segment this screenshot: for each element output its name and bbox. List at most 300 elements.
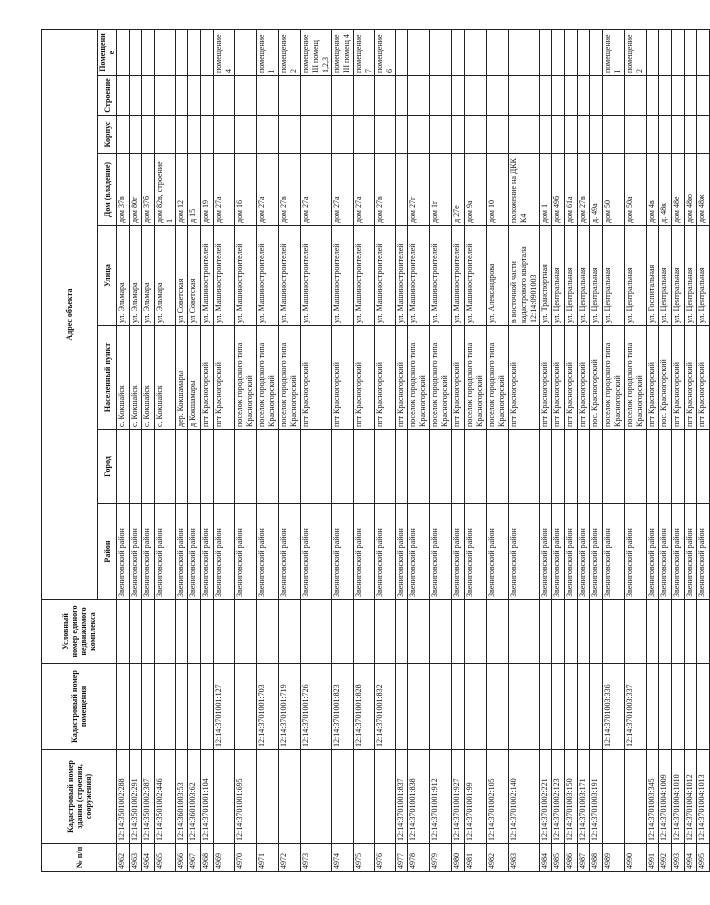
table-row [539,30,552,872]
cell-stroenie [234,76,256,116]
table-row [486,30,508,872]
cell-room [234,30,256,76]
cell-korpus [590,116,603,154]
cell-stroenie [395,76,408,116]
cell-complex [175,600,188,664]
table-row [234,30,256,872]
cell-district: Звениговский район [154,504,175,600]
table-row [590,30,603,872]
cell-korpus [452,116,465,154]
cell-stroenie [659,76,672,116]
cell-room [539,30,552,76]
cell-korpus [213,116,234,154]
cell-complex [486,600,508,664]
cell-num: 4994 [684,844,697,872]
cell-complex [577,600,590,664]
cell-city [697,430,710,504]
cell-room-cadastral [408,664,430,750]
cell-locality: поселок городского типа Красногорский [278,326,300,430]
cell-room [671,30,684,76]
cell-korpus [129,116,142,154]
cell-building-cadastral: 12:14:3701001:912 [430,750,452,844]
table-row [374,30,395,872]
cell-room-cadastral [142,664,155,750]
cell-house: дом 4в [646,154,659,226]
cell-stroenie [564,76,577,116]
cell-complex [395,600,408,664]
cell-locality: пгт Красногорский [395,326,408,430]
cell-locality: дер. Кокшамары [175,326,188,430]
cell-room-cadastral: 12:14:3701001:726 [300,664,331,750]
cell-room [552,30,565,76]
cell-street: ул. Машиностроителей [256,226,278,326]
header-city: Город [98,430,117,504]
cell-complex [671,600,684,664]
cell-num: 4993 [671,844,684,872]
header-num: № п/п [42,844,117,872]
cell-district: Звениговский район [300,504,331,600]
cell-room-cadastral [508,664,539,750]
cell-building-cadastral: 12:14:3601003:62 [188,750,201,844]
cell-locality: поселок городского типа Красногорский [602,326,624,430]
header-room: Помещение [98,30,117,76]
cell-street: ул. Центральная [602,226,624,326]
cell-district: Звениговский район [671,504,684,600]
cell-stroenie [256,76,278,116]
cell-district: Звениговский район [684,504,697,600]
cell-city [659,430,672,504]
cell-district: Звениговский район [624,504,646,600]
cell-stroenie [602,76,624,116]
header-building-cadastral: Кадастровый номер здания (строения, сооружения) [42,750,117,844]
cell-city [590,430,603,504]
cell-room [697,30,710,76]
cell-building-cadastral [602,750,624,844]
cell-district: Звениговский район [374,504,395,600]
cell-district: Звениговский район [331,504,353,600]
cell-complex [430,600,452,664]
cell-room-cadastral [671,664,684,750]
cell-street: ул. Машиностроителей [353,226,374,326]
cell-room-cadastral [430,664,452,750]
cell-num: 4976 [374,844,395,872]
cell-locality: пгт Красногорский [697,326,710,430]
cell-house: дом 80г [129,154,142,226]
table-row [129,30,142,872]
cell-building-cadastral: 12:14:3701003:191 [590,750,603,844]
cell-korpus [395,116,408,154]
cell-complex [300,600,331,664]
cell-stroenie [175,76,188,116]
cell-room [508,30,539,76]
header-district: Район [98,504,117,600]
cell-room [646,30,659,76]
cell-locality: с. Кокшайск [117,326,130,430]
cell-room-cadastral: 12:14:3701001:823 [331,664,353,750]
cell-street: ул. Центральная [552,226,565,326]
table-row [200,30,213,872]
cell-street: ул. Центральная [577,226,590,326]
cell-room: помещение 6 [374,30,395,76]
cell-locality: пгт Красногорский [452,326,465,430]
cell-house: дом 48ю [684,154,697,226]
cell-korpus [671,116,684,154]
cell-num: 4970 [234,844,256,872]
cell-korpus [577,116,590,154]
cell-korpus [175,116,188,154]
cell-house: дом 9а [464,154,486,226]
cell-city [486,430,508,504]
header-address-group: Адрес объекта [42,30,98,600]
cell-house: дом 61а [564,154,577,226]
cell-city [684,430,697,504]
cell-locality: поселок городского типа Красногорский [234,326,256,430]
cell-room [175,30,188,76]
cell-street: ул. Центральная [624,226,646,326]
cell-korpus [508,116,539,154]
cell-street: ул. Машиностроителей [395,226,408,326]
cell-street: ул. Машиностроителей [452,226,465,326]
cell-house: дом 48е [671,154,684,226]
cell-district: Звениговский район [590,504,603,600]
cell-complex [590,600,603,664]
table-row [331,30,353,872]
cell-district: Звениговский район [659,504,672,600]
cell-stroenie [577,76,590,116]
cell-room [408,30,430,76]
cell-locality: с. Кокшайск [154,326,175,430]
cell-room-cadastral [684,664,697,750]
cell-locality: пгт Красногорский [646,326,659,430]
table-row [408,30,430,872]
cell-room-cadastral: 12:14:3701001:828 [353,664,374,750]
cell-locality: пгт Красногорский [671,326,684,430]
cell-stroenie [624,76,646,116]
cell-district: Звениговский район [564,504,577,600]
cell-num: 4983 [508,844,539,872]
cell-city [256,430,278,504]
cell-korpus [697,116,710,154]
cell-building-cadastral: 12:14:3701004:1009 [659,750,672,844]
table-row [452,30,465,872]
cell-district: Звениговский район [539,504,552,600]
cell-city [564,430,577,504]
cell-building-cadastral [374,750,395,844]
table-row [256,30,278,872]
cell-district: Звениговский район [452,504,465,600]
cell-num: 4966 [175,844,188,872]
cell-stroenie [154,76,175,116]
cell-num: 4985 [552,844,565,872]
cell-complex [129,600,142,664]
cell-complex [331,600,353,664]
cell-room [564,30,577,76]
cell-city [154,430,175,504]
cell-street: ул. Эльмара [142,226,155,326]
table-row [602,30,624,872]
cell-room [486,30,508,76]
cell-house: дом 49б [552,154,565,226]
cell-room [129,30,142,76]
table-row [697,30,710,872]
cell-room: помещение III помещ 1,2,3 [300,30,331,76]
cell-house: дом 27в [577,154,590,226]
cell-stroenie [697,76,710,116]
cell-house: дом 19 [200,154,213,226]
cell-district: Звениговский район [486,504,508,600]
cell-locality: пгт Красногорский [353,326,374,430]
cell-korpus [646,116,659,154]
cell-complex [659,600,672,664]
cell-korpus [278,116,300,154]
cell-street: ул. Центральная [684,226,697,326]
cell-num: 4981 [464,844,486,872]
cell-num: 4987 [577,844,590,872]
cell-city [213,430,234,504]
cell-district: Звениговский район [395,504,408,600]
cell-num: 4989 [602,844,624,872]
cell-street: ул. Центральная [590,226,603,326]
cell-stroenie [464,76,486,116]
cell-house: д. 49а [590,154,603,226]
cell-district: Звениговский район [188,504,201,600]
cell-building-cadastral: 12:14:3701001:104 [200,750,213,844]
cell-building-cadastral: 12:14:3701001:99 [464,750,486,844]
cell-stroenie [671,76,684,116]
cell-building-cadastral [278,750,300,844]
cell-num: 4990 [624,844,646,872]
cell-locality: д Кокшамары [188,326,201,430]
cell-room-cadastral [188,664,201,750]
cell-room [117,30,130,76]
cell-building-cadastral: 12:14:3701001:838 [408,750,430,844]
cell-house: дом 82в, строение 1 [154,154,175,226]
cell-num: 4978 [408,844,430,872]
table-row [508,30,539,872]
cell-building-cadastral: 12:14:3501002:288 [117,750,130,844]
cell-korpus [564,116,577,154]
cell-korpus [602,116,624,154]
cell-city [374,430,395,504]
cell-num: 4971 [256,844,278,872]
cell-stroenie [353,76,374,116]
cell-complex [552,600,565,664]
cell-korpus [234,116,256,154]
cell-room: помещение I [602,30,624,76]
cell-room [430,30,452,76]
table-row [188,30,201,872]
cell-building-cadastral: 12:14:3701004:1010 [671,750,684,844]
table-row [464,30,486,872]
cell-room-cadastral: 12:14:3701003:336 [602,664,624,750]
table-row [671,30,684,872]
cell-complex [464,600,486,664]
cell-korpus [624,116,646,154]
cell-complex [213,600,234,664]
cell-building-cadastral: 12:14:3701003:345 [646,750,659,844]
cell-street: ул. Машиностроителей [374,226,395,326]
cell-city [577,430,590,504]
cell-room-cadastral [486,664,508,750]
cell-street: ул. Машиностроителей [408,226,430,326]
cell-house: положение на ДКК К4 [508,154,539,226]
cell-num: 4979 [430,844,452,872]
cell-city [200,430,213,504]
cell-building-cadastral [256,750,278,844]
cell-building-cadastral [300,750,331,844]
cell-num: 4963 [129,844,142,872]
cell-stroenie [452,76,465,116]
cell-locality: поселок городского типа Красногорский [464,326,486,430]
cell-street: ул. Машиностроителей [464,226,486,326]
cell-korpus [539,116,552,154]
cell-room [200,30,213,76]
table-row [430,30,452,872]
cell-num: 4962 [117,844,130,872]
cell-complex [646,600,659,664]
cell-city [331,430,353,504]
cell-city [408,430,430,504]
cell-house: д 27е [452,154,465,226]
header-locality: Населенный пункт [98,326,117,430]
cell-street: ул. Машиностроителей [213,226,234,326]
cell-korpus [659,116,672,154]
cell-stroenie [646,76,659,116]
cell-district: Звениговский район [278,504,300,600]
cell-street: ул. Машиностроителей [430,226,452,326]
header-complex: Условный номер единого недвижимого комплекса [42,600,117,664]
cell-korpus [188,116,201,154]
cell-building-cadastral: 12:14:3701002:123 [552,750,565,844]
cell-num: 4967 [188,844,201,872]
cell-room-cadastral [590,664,603,750]
cell-building-cadastral [213,750,234,844]
cell-num: 4980 [452,844,465,872]
cell-locality: пгт Красногорский [552,326,565,430]
cell-building-cadastral: 12:14:3701002:140 [508,750,539,844]
cell-num: 4965 [154,844,175,872]
cell-stroenie [129,76,142,116]
cell-room [142,30,155,76]
cell-stroenie [408,76,430,116]
cell-locality: пгт Красногорский [539,326,552,430]
cell-city [671,430,684,504]
cell-house: дом 12 [175,154,188,226]
cell-korpus [464,116,486,154]
cell-complex [602,600,624,664]
cell-district: Звениговский район [353,504,374,600]
cell-street: ул. Центральная [671,226,684,326]
cell-building-cadastral: 12:14:3701003:171 [577,750,590,844]
cell-building-cadastral: 12:14:3501002:387 [142,750,155,844]
cell-room-cadastral [659,664,672,750]
cell-room-cadastral [464,664,486,750]
cell-room [395,30,408,76]
cell-room [684,30,697,76]
table-row [300,30,331,872]
cell-num: 4973 [300,844,331,872]
cell-district: Звениговский район [430,504,452,600]
header-korpus: Корпус [98,116,117,154]
table-row [395,30,408,872]
cell-building-cadastral: 12:14:3701001:927 [452,750,465,844]
cell-street: ул. Эльмара [117,226,130,326]
cell-stroenie [539,76,552,116]
cell-district: Звениговский район [697,504,710,600]
cell-house: дом 50а [624,154,646,226]
cell-room-cadastral: 12:14:3701001:719 [278,664,300,750]
cell-complex [154,600,175,664]
cell-street: ул. Госпитальная [646,226,659,326]
cell-room [464,30,486,76]
table-row [154,30,175,872]
cell-building-cadastral [624,750,646,844]
cell-room: помещение III помещ 4 [331,30,353,76]
table-row [564,30,577,872]
cell-city [508,430,539,504]
cell-stroenie [684,76,697,116]
cell-street: ул. Машиностроителей [300,226,331,326]
cell-house: дом 10 [486,154,508,226]
cell-complex [200,600,213,664]
cell-street: ул. Транспортная [539,226,552,326]
cell-room-cadastral [564,664,577,750]
header-stroenie: Строение [98,76,117,116]
cell-room: помещение 2 [278,30,300,76]
cell-room: помещение 2 [624,30,646,76]
cell-num: 4984 [539,844,552,872]
cell-street: ул. Центральная [564,226,577,326]
table-row [577,30,590,872]
cell-house: дом 27а [353,154,374,226]
cell-city [129,430,142,504]
cell-complex [684,600,697,664]
cell-complex [142,600,155,664]
cell-locality: с. Кокшайск [142,326,155,430]
cell-building-cadastral: 12:14:3701004:1012 [684,750,697,844]
cell-stroenie [213,76,234,116]
cell-korpus [353,116,374,154]
cell-street: ул. Эльмара [154,226,175,326]
cell-num: 4968 [200,844,213,872]
cell-city [464,430,486,504]
cell-locality: поселок городского типа Красногорский [256,326,278,430]
cell-building-cadastral: 12:14:3701002:105 [486,750,508,844]
cell-room-cadastral [200,664,213,750]
cell-street: ул. Машиностроителей [331,226,353,326]
cell-street: ул. Александрова [486,226,508,326]
cell-city [602,430,624,504]
table-row [213,30,234,872]
cell-street: ул. Центральная [659,226,672,326]
cell-complex [188,600,201,664]
cell-district: Звениговский район [552,504,565,600]
cell-city [142,430,155,504]
cell-room-cadastral [175,664,188,750]
cell-korpus [430,116,452,154]
cell-locality: пгт Красногорский [213,326,234,430]
cell-district: Звениговский район [464,504,486,600]
cell-stroenie [508,76,539,116]
cell-room-cadastral [577,664,590,750]
cell-street: ул Советская [188,226,201,326]
cell-district: Звениговский район [142,504,155,600]
registry-table [41,29,710,872]
cell-district: Звениговский район [129,504,142,600]
cell-korpus [300,116,331,154]
cell-district: Звениговский район [508,504,539,600]
cell-korpus [142,116,155,154]
